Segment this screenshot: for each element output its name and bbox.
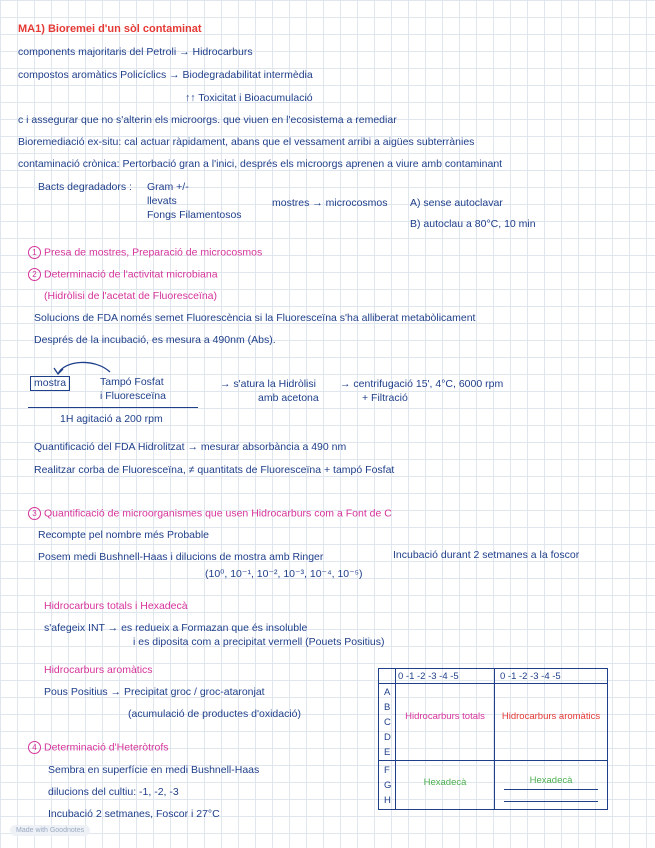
ht-line-1: s'afegeix INT → es redueix a Formazan que és insoluble: [44, 622, 308, 634]
centri-line-2: + Filtració: [362, 392, 408, 404]
medi-line: Posem medi Bushnell-Haas i dilucions de mostra amb Ringer: [38, 551, 324, 563]
satura-line-1: → s'atura la Hidròlisi: [220, 378, 316, 390]
ht-line-2: i es diposita com a precipitat vermell (Pouets Positius): [133, 636, 385, 648]
mostra-box: mostra: [30, 376, 70, 391]
intro-line-4: c i assegurar que no s'alterin els microorgs. que viuen en l'ecosistema a remediar: [18, 114, 397, 126]
row-label: E: [384, 747, 391, 758]
section-1-heading: 1 Presa de mostres, Preparació de microcosmos: [28, 246, 262, 259]
fda-paragraph-2: Després de la incubació, es mesura a 490nm (Abs).: [34, 334, 276, 346]
s4-line-2: dilucions del cultiu: -1, -2, -3: [48, 786, 179, 798]
underline: [504, 789, 598, 790]
cell-hexadeca-left: Hexadecà: [423, 777, 467, 788]
tampo-line-1: Tampó Fosfat: [100, 376, 164, 388]
tampo-line-2: i Fluoresceïna: [100, 390, 166, 402]
table-divider: [379, 760, 607, 761]
option-b: B) autoclau a 80°C, 10 min: [410, 218, 536, 230]
page-title: MA1) Bioremei d'un sòl contaminat: [18, 23, 202, 35]
intro-line-6: contaminació crònica: Pertorbació gran a l'inici, després els microorgs aprenen a viure amb contaminant: [18, 158, 503, 170]
divider: [28, 407, 198, 408]
table-divider: [395, 669, 396, 809]
ha-line-1: Pous Positius → Precipitat groc / groc-ataronjat: [44, 686, 265, 698]
quantification-2: Realitzar corba de Fluoresceïna, ≠ quantitats de Fluoresceïna + tampó Fosfat: [34, 464, 395, 476]
cell-hidrocarburs-aromatics: Hidrocarburs aromàtics: [501, 711, 601, 722]
intro-line-3: ↑↑ Toxicitat i Bioacumulació: [185, 92, 313, 104]
incubation: Incubació durant 2 setmanes a la foscor: [393, 549, 580, 561]
row-label: H: [384, 795, 391, 806]
satura-line-2: amb acetona: [258, 392, 319, 404]
section-number: 3: [28, 507, 41, 520]
fda-paragraph-1: Solucions de FDA només semet Fluorescència si la Fluoresceïna s'ha alliberat metabòlicament: [34, 312, 476, 324]
table-header-left: 0 -1 -2 -3 -4 -5: [398, 671, 459, 682]
table-header-right: 0 -1 -2 -3 -4 -5: [500, 671, 561, 682]
section-number: 4: [28, 741, 41, 754]
bacts-item: Fongs Filamentosos: [147, 209, 242, 221]
section-2-subtitle: (Hidròlisi de l'acetat de Fluoresceïna): [44, 290, 217, 302]
cell-hidrocarburs-totals: Hidrocarburs totals: [405, 711, 485, 722]
bacts-label: Bacts degradadors :: [38, 181, 132, 193]
section-2-heading: 2 Determinació de l'activitat microbiana: [28, 268, 218, 281]
intro-line-5: Bioremediació ex-situ: cal actuar ràpidament, abans que el vessament arribi a aigües subterrànies: [18, 136, 475, 148]
row-label: G: [384, 780, 392, 791]
intro-line-1: components majoritaris del Petroli → Hidrocarburs: [18, 46, 253, 58]
dilutions: (10⁰, 10⁻¹, 10⁻², 10⁻³, 10⁻⁴, 10⁻⁵): [205, 568, 363, 580]
nmp-line: Recompte pel nombre més Probable: [38, 529, 210, 541]
bacts-item: Gram +/-: [147, 181, 189, 193]
row-label: F: [384, 765, 390, 776]
row-label: B: [384, 702, 391, 713]
row-label: C: [384, 717, 391, 728]
row-label: D: [384, 732, 391, 743]
section-3-heading: 3 Quantificació de microorganismes que usen Hidrocarburs com a Font de C: [28, 507, 392, 520]
ha-line-2: (acumulació de productes d'oxidació): [128, 708, 302, 720]
s4-line-1: Sembra en superfície en medi Bushnell-Haas: [48, 764, 260, 776]
intro-line-2: compostos aromàtics Policíclics → Biodegradabilitat intermèdia: [18, 69, 313, 81]
underline: [504, 801, 598, 802]
plate-table: [378, 668, 608, 810]
section-number: 1: [28, 246, 41, 259]
mostres-microcosmos: mostres → microcosmos: [272, 197, 388, 209]
table-divider: [494, 669, 495, 809]
centri-line-1: → centrifugació 15', 4°C, 6000 rpm: [340, 378, 504, 390]
quantification-1: Quantificació del FDA Hidrolitzat → mesurar absorbància a 490 nm: [34, 441, 347, 453]
cell-hexadeca-right: Hexadecà: [529, 775, 573, 786]
table-divider: [379, 683, 607, 684]
s4-line-3: Incubació 2 setmanes, Foscor i 27°C: [48, 808, 220, 820]
section-4-heading: 4 Determinació d'Heteròtrofs: [28, 741, 169, 754]
ha-title: Hidrocarburs aromàtics: [44, 664, 153, 676]
agitation: 1H agitació a 200 rpm: [60, 413, 163, 425]
curved-arrow-icon: [50, 356, 120, 378]
ht-title: Hidrocarburs totals i Hexadecà: [44, 600, 188, 612]
option-a: A) sense autoclavar: [410, 197, 503, 209]
row-label: A: [384, 687, 391, 698]
section-number: 2: [28, 268, 41, 281]
goodnotes-badge: Made with Goodnotes: [10, 825, 90, 836]
bacts-item: llevats: [147, 195, 177, 207]
